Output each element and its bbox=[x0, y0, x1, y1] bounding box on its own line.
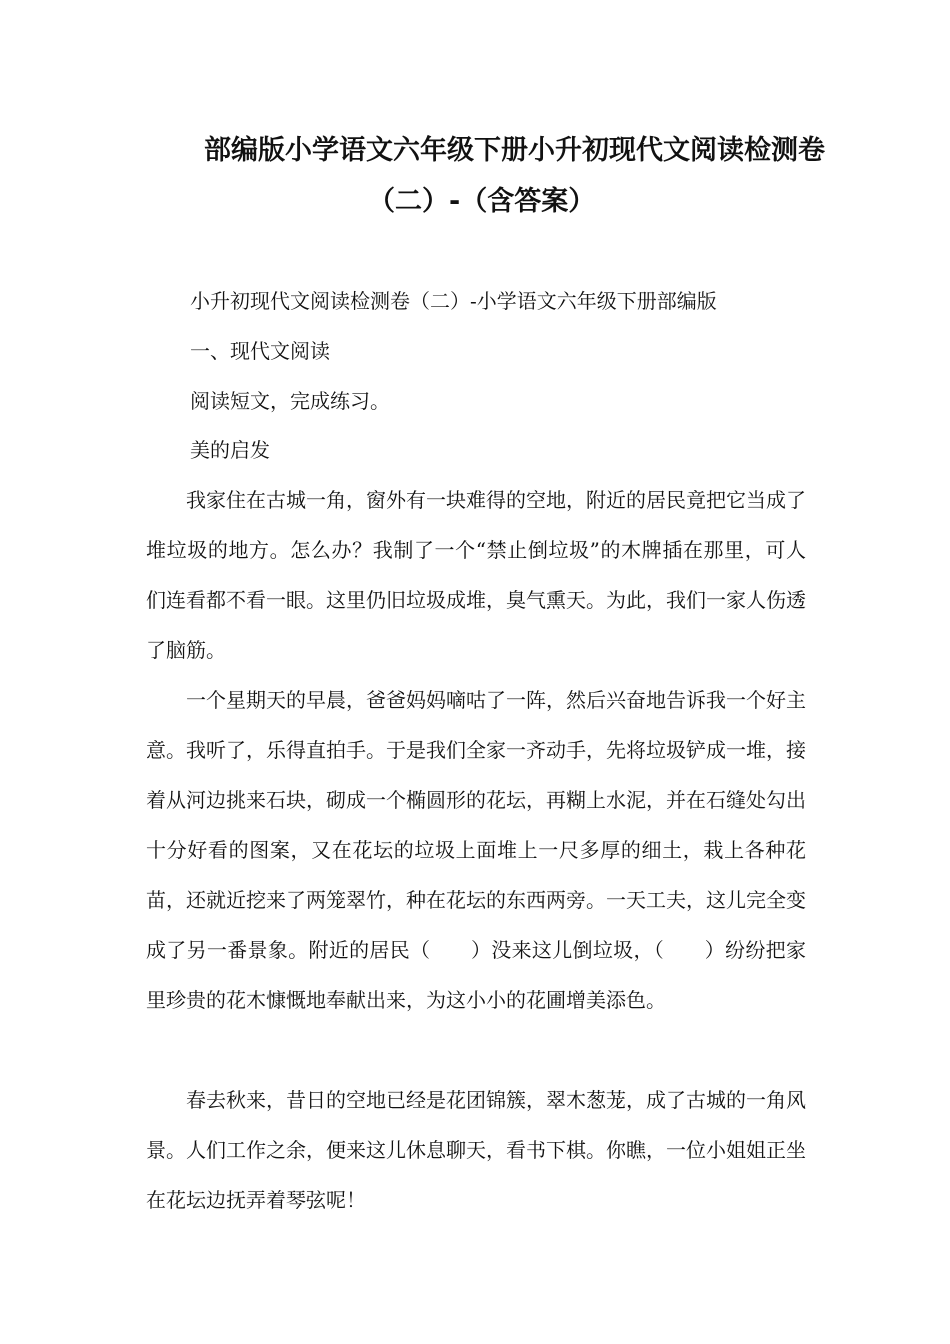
passage-paragraph: 我家住在古城一角，窗外有一块难得的空地，附近的居民竟把它当成了堆垃圾的地方。怎么办？我制了一个“禁止倒垃圾”的木牌插在那里，可人们连看都不看一眼。这里仍旧垃圾成堆，臭气熏天。为此，我们一家人伤透了脑筋。 bbox=[146, 488, 806, 662]
passage-title: 美的启发 bbox=[190, 438, 270, 462]
document-subtitle: 小升初现代文阅读检测卷（二）-小学语文六年级下册部编版 bbox=[190, 289, 717, 313]
passage-paragraph: 一个星期天的早晨，爸爸妈妈嘀咕了一阵，然后兴奋地告诉我一个好主意。我听了，乐得直拍手。于是我们全家一齐动手，先将垃圾铲成一堆，接着从河边挑来石块，砌成一个椭圆形的花坛，再糊上水泥，并在石缝处勾出十分好看的图案，又在花坛的垃圾上面堆上一尺多厚的细土，栽上各种花苗，还就近挖来了两笼翠竹，种在花坛的东西两旁。一天工夫，这儿完全变成了另一番景象。附近的居民（ ）没来这儿倒垃圾，（ ）纷纷把家里珍贵的花木慷慨地奉献出来，为这小小的花圃增美添色。 bbox=[146, 688, 806, 1012]
passage-paragraph: 春去秋来，昔日的空地已经是花团锦簇，翠木葱茏，成了古城的一角风景。人们工作之余，便来这儿休息聊天，看书下棋。你瞧，一位小姐姐正坐在花坛边抚弄着琴弦呢！ bbox=[146, 1088, 806, 1212]
document-title-line1: 部编版小学语文六年级下册小升初现代文阅读检测卷 bbox=[204, 135, 825, 166]
document-title-line2: （二）-（含答案） bbox=[368, 186, 596, 217]
reading-instruction: 阅读短文，完成练习。 bbox=[190, 389, 390, 413]
section-heading: 一、现代文阅读 bbox=[190, 339, 330, 363]
